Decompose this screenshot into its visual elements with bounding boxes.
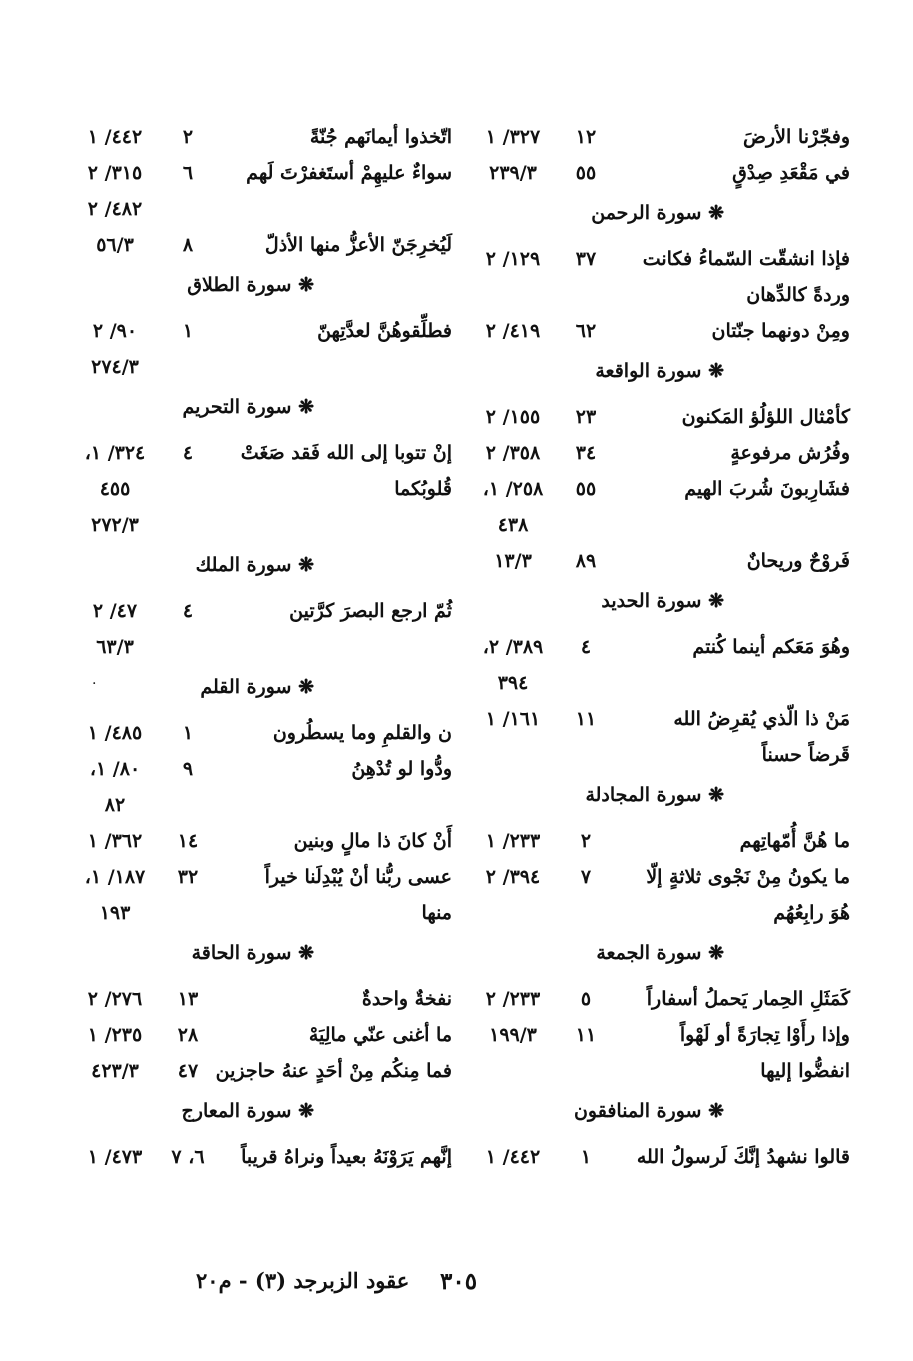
verse-text: ما هُنَّ أُمّهاتِهم — [739, 830, 850, 852]
verse-text: قالوا نشهدُ إنَّكَ لَرسولُ الله — [636, 1146, 850, 1168]
verse-number: ١ — [182, 320, 194, 342]
page-reference: ٢٥٨/ ١، — [482, 478, 544, 500]
verse-number: ١١ — [575, 1024, 597, 1046]
verse-text: وهُوَ مَعَكم أينما كُنتم — [692, 636, 850, 658]
surah-heading-text: ❋ سورة القلم — [200, 676, 314, 698]
page-reference: ٢٧٦/ ٢ — [87, 988, 143, 1010]
verse-text: ومِنْ دونهما جنّتان — [711, 320, 850, 342]
index-entry — [470, 858, 850, 894]
surah-heading — [72, 930, 452, 980]
verse-number: ٤ — [580, 636, 592, 658]
verse-number: ٢ — [580, 830, 592, 852]
surah-heading — [72, 1088, 452, 1138]
verse-number: ٢ — [182, 126, 194, 148]
verse-text: لَيُخرِجَنّ الأعزُّ منها الأذلّ — [264, 234, 452, 256]
page-reference: ١٥٥/ ٢ — [485, 406, 541, 428]
index-entry — [72, 980, 452, 1016]
verse-continuation — [470, 894, 850, 930]
verse-number: ٨ — [182, 234, 194, 256]
verse-text: قُلوبُكما — [394, 478, 452, 500]
verse-number: ٣٤ — [575, 442, 597, 464]
verse-text: إنَّهم يَرَوْنَهُ بعيداً ونراهُ قريباً — [241, 1146, 452, 1168]
verse-text: ثُمّ ارجع البصرَ كرَّتين — [289, 600, 452, 622]
surah-heading — [470, 190, 850, 240]
verse-text: سواءٌ عليهِمْ أستَغفرْتَ لَهم — [246, 162, 452, 184]
verse-number: ١٣ — [177, 988, 199, 1010]
page-number: ٣٠٥ — [440, 1268, 478, 1295]
page-reference: ٢٣٩/٣ — [489, 162, 537, 184]
surah-heading-text: ❋ سورة الملك — [195, 554, 314, 576]
index-entry — [72, 714, 452, 750]
surah-heading — [470, 348, 850, 398]
index-entry — [470, 1138, 850, 1174]
reference-continuation — [72, 348, 452, 384]
verse-continuation — [470, 1052, 850, 1088]
page-reference: ٤٢٣/٣ — [91, 1060, 139, 1082]
verse-text: نفخةٌ واحدةٌ — [361, 988, 452, 1010]
page-reference: ٢٧٤/٣ — [91, 356, 139, 378]
verse-text: فشَارِبونَ شُربَ الهيم — [684, 478, 850, 500]
index-entry — [470, 398, 850, 434]
verse-number: ١ — [182, 722, 194, 744]
verse-text: ن والقلمِ وما يسطُرون — [272, 722, 452, 744]
verse-text: أَنْ كانَ ذا مالٍ وبنين — [293, 830, 452, 852]
index-entry — [470, 240, 850, 276]
right-column — [470, 118, 850, 1174]
verse-text: إنْ تتوبا إلى الله فَقد صَغَتْ — [240, 442, 452, 464]
surah-heading — [72, 664, 452, 714]
page-reference: ٨٠/ ١، — [89, 758, 141, 780]
verse-text: اتّخذوا أيمانَهم جُنّةً — [309, 126, 452, 148]
surah-heading-text: ❋ سورة الواقعة — [595, 360, 724, 382]
verse-continuation — [470, 276, 850, 312]
page-reference: ٤٨٥/ ١ — [87, 722, 143, 744]
verse-text: كَمَثَلِ الحِمار يَحملُ أسفاراً — [646, 988, 850, 1010]
index-entry — [72, 154, 452, 190]
page-reference: ٣٩٤ — [497, 672, 529, 694]
page-reference: ٩٠/ ٢ — [92, 320, 138, 342]
page-reference: ٤٤٢/ ١ — [485, 1146, 541, 1168]
verse-number: ٢٨ — [177, 1024, 199, 1046]
verse-text: ودُّوا لو تُدْهِنُ — [351, 758, 452, 780]
index-entry — [72, 1016, 452, 1052]
reference-continuation — [72, 190, 452, 226]
verse-text: فطلِّقوهُنَّ لعدَّتِهنّ — [317, 320, 452, 342]
index-entry — [470, 628, 850, 664]
page-reference: ٤٣٨ — [497, 514, 529, 536]
page-reference: ٣١٥/ ٢ — [87, 162, 143, 184]
index-entry — [72, 894, 452, 930]
surah-heading-text: ❋ سورة المنافقون — [573, 1100, 724, 1122]
verse-number: ٥ — [580, 988, 592, 1010]
surah-heading-text: ❋ سورة التحريم — [182, 396, 314, 418]
reference-continuation — [72, 506, 452, 542]
verse-text: فَروْحٌ وريحانٌ — [746, 550, 850, 572]
surah-heading — [470, 772, 850, 822]
surah-heading — [470, 1088, 850, 1138]
verse-continuation — [470, 736, 850, 772]
index-entry — [72, 118, 452, 154]
verse-number: ٦٢ — [575, 320, 597, 342]
verse-number: ١ — [580, 1146, 592, 1168]
page-reference: ٢٧٢/٣ — [91, 514, 139, 536]
index-entry — [72, 592, 452, 628]
verse-text: كأمْثال اللؤلُؤ المَكنون — [681, 406, 850, 428]
book-signature: عقود الزبرجد (٣) - م٢٠ — [196, 1268, 410, 1293]
index-entry — [72, 312, 452, 348]
index-entry — [72, 470, 452, 506]
verse-number: ٥٥ — [575, 162, 597, 184]
surah-heading-text: ❋ سورة الرحمن — [591, 202, 724, 224]
verse-text: وفُرُش مرفوعةٍ — [730, 442, 850, 464]
index-entry — [470, 312, 850, 348]
index-entry — [72, 434, 452, 470]
page-reference: ٣٢٧/ ١ — [485, 126, 541, 148]
verse-text: وردةً كالدِّهان — [746, 284, 850, 306]
stray-dot: . — [92, 672, 97, 688]
index-entry — [470, 434, 850, 470]
page-reference: ٨٢ — [104, 794, 126, 816]
surah-heading-text: ❋ سورة الطلاق — [187, 274, 314, 296]
verse-number: ٨٩ — [575, 550, 597, 572]
index-entry — [72, 1138, 452, 1174]
verse-text: وإذا رأَوْا تِجارَةً أو لَهْواً — [679, 1024, 850, 1046]
surah-heading — [470, 578, 850, 628]
index-entry — [470, 542, 850, 578]
page-reference: ٢٣٣/ ٢ — [485, 988, 541, 1010]
verse-number: ٢٣ — [575, 406, 597, 428]
surah-heading — [72, 384, 452, 434]
index-entry — [72, 1052, 452, 1088]
verse-number: ٥٥ — [575, 478, 597, 500]
page-reference: ٤٨٢/ ٢ — [87, 198, 143, 220]
page-reference: ٣٨٩/ ٢، — [482, 636, 544, 658]
verse-number: ٦ — [182, 162, 194, 184]
index-entry — [470, 822, 850, 858]
index-entry — [470, 700, 850, 736]
verse-text: ما أغنى عنّي مالِيَهْ — [308, 1024, 452, 1046]
surah-heading-text: ❋ سورة المعارج — [181, 1100, 314, 1122]
verse-text: منها — [421, 902, 452, 924]
page-reference: ٤١٩/ ٢ — [485, 320, 541, 342]
verse-text: عسى ربُّنا أنْ يُبْدِلَنا خيراً — [264, 866, 452, 888]
surah-heading — [72, 262, 452, 312]
reference-continuation — [72, 786, 452, 822]
surah-heading-text: ❋ سورة الحديد — [601, 590, 724, 612]
verse-text: انفضُّوا إليها — [760, 1060, 850, 1082]
verse-text: وفجّرْنا الأرضَ — [743, 126, 850, 148]
verse-number: ٧ — [580, 866, 592, 888]
page-reference: ٤٧٣/ ١ — [87, 1146, 143, 1168]
surah-heading-text: ❋ سورة الحاقة — [191, 942, 314, 964]
verse-number: ١٤ — [177, 830, 199, 852]
page-reference: ٤٤٢/ ١ — [87, 126, 143, 148]
page-reference: ٥٦/٣ — [96, 234, 134, 256]
verse-text: قَرضاً حسناً — [761, 744, 850, 766]
index-entry — [72, 750, 452, 786]
surah-heading — [470, 930, 850, 980]
page-reference: ١٢٩/ ٢ — [485, 248, 541, 270]
verse-text: في مَقْعَدِ صِدْقٍ — [732, 162, 850, 184]
index-entry — [470, 1016, 850, 1052]
verse-number: ٤٧ — [177, 1060, 199, 1082]
surah-heading-text: ❋ سورة الجمعة — [596, 942, 724, 964]
index-entry — [72, 858, 452, 894]
verse-number: ٣٧ — [575, 248, 597, 270]
page-reference: ٣٢٤/ ١، — [84, 442, 146, 464]
index-entry — [72, 822, 452, 858]
verse-text: فإذا انشقّت السّماءُ فكانت — [642, 248, 850, 270]
page-reference: ٤٧/ ٢ — [92, 600, 138, 622]
page-reference: ٤٥٥ — [99, 478, 131, 500]
verse-number: ٤ — [182, 442, 194, 464]
verse-number: ١٢ — [575, 126, 597, 148]
page-reference: ١٣/٣ — [494, 550, 532, 572]
index-entry — [470, 980, 850, 1016]
page-reference: ١٨٧/ ١، — [84, 866, 146, 888]
verse-number: ٣٢ — [177, 866, 199, 888]
verse-text: هُوَ رابِعُهُم — [773, 902, 850, 924]
page-reference: ٣٦٢/ ١ — [87, 830, 143, 852]
page-reference: ٦٣/٣ — [96, 636, 134, 658]
verse-number: ٩ — [182, 758, 194, 780]
page-reference: ٢٣٥/ ١ — [87, 1024, 143, 1046]
verse-number: ١١ — [575, 708, 597, 730]
page-reference: ١٩٣ — [99, 902, 131, 924]
left-column — [72, 118, 452, 1174]
verse-number: ٦، ٧ — [171, 1146, 205, 1168]
page-reference: ١٦١/ ١ — [485, 708, 541, 730]
index-entry — [470, 470, 850, 506]
verse-text: ما يكونُ مِنْ نَجْوى ثلاثةٍ إلّا — [646, 866, 850, 888]
index-entry — [470, 154, 850, 190]
page-reference: ٣٥٨/ ٢ — [485, 442, 541, 464]
reference-continuation — [72, 628, 452, 664]
reference-continuation — [470, 506, 850, 542]
surah-heading-text: ❋ سورة المجادلة — [585, 784, 724, 806]
verse-text: مَنْ ذا الّذي يُقرِضُ الله — [673, 708, 850, 730]
verse-text: فما مِنكُم مِنْ أحَدٍ عنهُ حاجزين — [215, 1060, 452, 1082]
reference-continuation — [470, 664, 850, 700]
page-reference: ٢٣٣/ ١ — [485, 830, 541, 852]
page-reference: ١٩٩/٣ — [489, 1024, 537, 1046]
index-entry — [470, 118, 850, 154]
surah-heading — [72, 542, 452, 592]
index-entry — [72, 226, 452, 262]
verse-number: ٤ — [182, 600, 194, 622]
page-reference: ٣٩٤/ ٢ — [485, 866, 541, 888]
